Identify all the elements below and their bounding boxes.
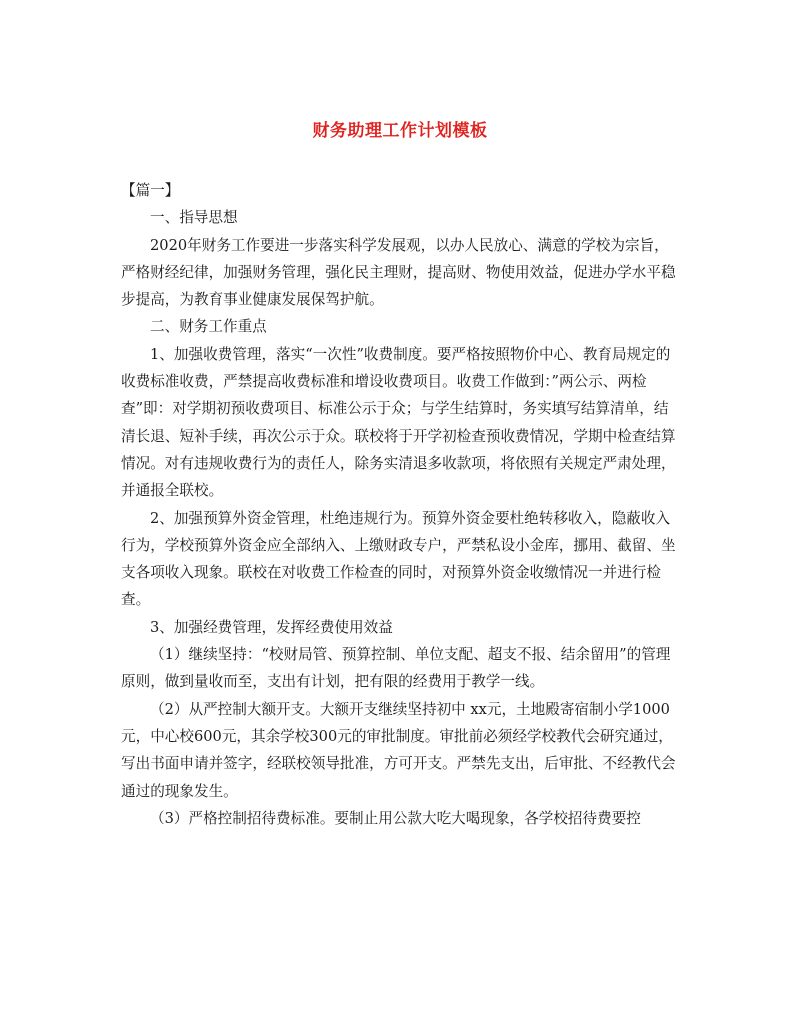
paragraph-expense-management: 3、加强经费管理，发挥经费使用效益	[150, 618, 393, 636]
document-body	[121, 177, 681, 832]
paragraph-extra-budget-funds: 2、加强预算外资金管理，杜绝违规行为。预算外资金要杜绝转移收入，隐蔽收入行为，学校预算外资金应全部纳入、上缴财政专户，严禁私设小金库，挪用、截留、坐支各项收入现象。联校在对收费工作检查的同时，对预算外资金收缴情况一并进行检查。	[121, 509, 676, 609]
paragraph-ideology: 2020年财务工作要进一步落实科学发展观，以办人民放心、满意的学校为宗旨，严格财经纪律，加强财务管理，强化民主理财，提高财、物使用效益，促进办学水平稳步提高，为教育事业健康发展保驾护航。	[121, 236, 676, 309]
document-title: 财务助理工作计划模板	[312, 121, 488, 141]
paragraph-fee-management: 1、加强收费管理，落实“一次性”收费制度。要严格按照物价中心、教育局规定的收费标准收费，严禁提高收费标准和增设收费项目。收费工作做到：”两公示、两检查”即：对学期初预收费项目、标准公示于众；与学生结算时，务实填写结算清单，结清长退、短补手续，再次公示于众。联校将于开学初检查预收费情况，学期中检查结算情况。对有违规收费行为的责任人，除务实清退多收款项，将依照有关规定严肃处理，并通报全联校。	[121, 345, 676, 500]
heading-guiding-ideology: 一、指导思想	[150, 209, 238, 227]
paragraph-item-3: （3）严格控制招待费标准。要制止用公款大吃大喝现象，各学校招待费要控	[150, 809, 641, 827]
section-marker: 【篇一】	[121, 182, 180, 199]
heading-work-focus: 二、财务工作重点	[150, 318, 267, 336]
paragraph-item-2: （2）从严控制大额开支。大额开支继续坚持初中 xx元，土地殿寄宿制小学1000元，中心校600元，其余学校300元的审批制度。审批前必须经学校教代会研究通过，写出书面申请并签字，经联校领导批准，方可开支。严禁先支出，后审批、不经教代会通过的现象发生。	[121, 700, 676, 800]
paragraph-item-1: （1）继续坚持：“校财局管、预算控制、单位支配、超支不报、结余留用”的管理原则，做到量收而至，支出有计划，把有限的经费用于教学一线。	[121, 646, 671, 691]
